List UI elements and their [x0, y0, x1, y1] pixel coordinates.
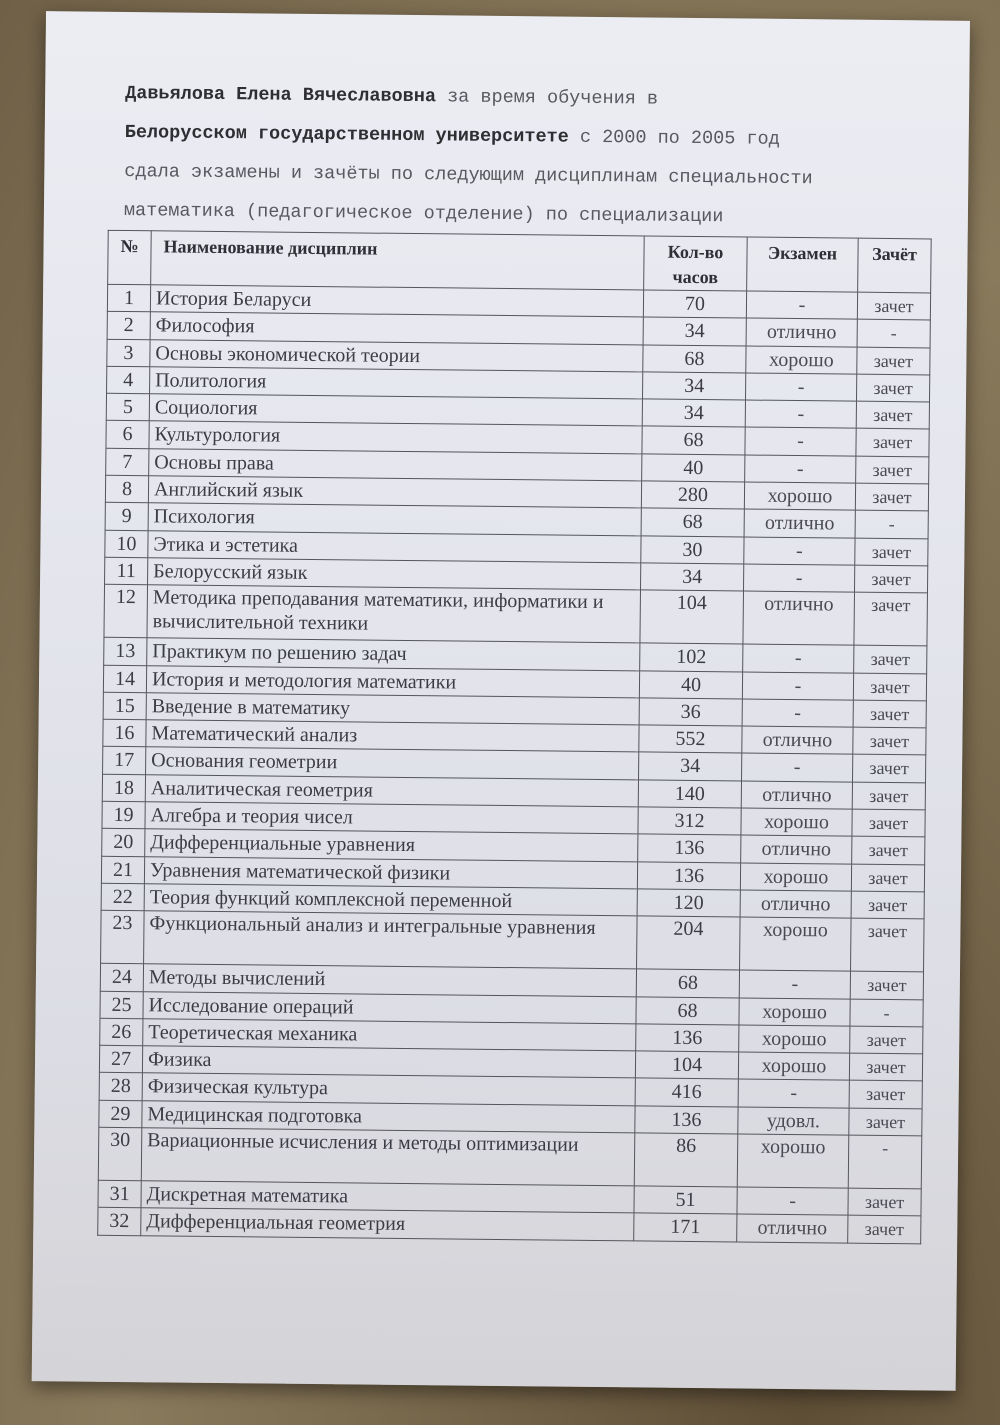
discipline-name: История и методология математики — [146, 665, 639, 697]
row-number: 1 — [107, 284, 150, 312]
hours-count: 104 — [635, 1051, 738, 1079]
exam-grade: - — [745, 427, 856, 455]
hours-count: 312 — [638, 807, 741, 835]
test-result: зачет — [855, 483, 928, 511]
exam-grade: - — [743, 644, 854, 672]
exam-grade: отлично — [741, 781, 852, 809]
discipline-name: Дискретная математика — [141, 1181, 634, 1213]
row-number: 16 — [103, 719, 146, 747]
col-header-name: Наименование дисциплин — [151, 231, 645, 290]
exam-grade: отлично — [744, 509, 855, 537]
discipline-name: Аналитическая геометрия — [145, 774, 638, 806]
hours-count: 40 — [642, 454, 745, 482]
test-result: зачет — [856, 429, 929, 457]
exam-grade: - — [739, 970, 850, 998]
hours-count: 136 — [635, 1106, 738, 1134]
test-result: зачет — [856, 456, 929, 484]
test-result: зачет — [849, 1053, 922, 1081]
exam-grade: хорошо — [739, 1025, 850, 1053]
hours-count: 68 — [641, 508, 744, 536]
exam-grade: отлично — [742, 726, 853, 754]
hours-count: 51 — [634, 1186, 737, 1214]
exam-grade: удовл. — [738, 1107, 849, 1135]
header-text-2: с 2000 по 2005 год — [579, 126, 780, 150]
test-result: зачет — [852, 755, 925, 783]
discipline-name: Практикум по решению задач — [147, 638, 640, 670]
hours-count: 416 — [635, 1078, 738, 1106]
hours-count: 34 — [642, 399, 745, 427]
test-result: - — [848, 1135, 922, 1189]
row-number: 26 — [100, 1018, 143, 1046]
exam-grade: отлично — [740, 890, 851, 918]
header-line-3: сдала экзамены и зачёты по следующим дисциплинам специальности — [124, 160, 813, 190]
test-result: зачет — [852, 782, 925, 810]
exam-grade: - — [737, 1187, 848, 1215]
test-result: зачет — [850, 971, 923, 999]
discipline-name: Алгебра и теория чисел — [145, 802, 638, 834]
document-sheet — [32, 11, 970, 1391]
discipline-name: Физика — [142, 1046, 635, 1078]
discipline-name: Дифференциальные уравнения — [145, 829, 638, 861]
row-number: 12 — [104, 585, 148, 638]
test-result: зачет — [852, 836, 925, 864]
row-number: 21 — [101, 856, 144, 884]
test-result: зачет — [849, 1108, 922, 1136]
header-text-1: за время обучения в — [447, 86, 659, 110]
col-header-test: Зачёт — [858, 238, 932, 293]
hours-count: 68 — [642, 426, 745, 454]
exam-grade: отлично — [737, 1214, 848, 1242]
row-number: 28 — [99, 1073, 142, 1101]
exam-grade: отлично — [746, 318, 857, 346]
row-number: 22 — [101, 883, 144, 911]
table-row — [104, 585, 928, 647]
test-result: зачет — [856, 401, 929, 429]
row-number: 8 — [105, 475, 148, 503]
discipline-name: Основы экономической теории — [150, 339, 643, 371]
exam-grade: - — [745, 400, 856, 428]
discipline-name: Методика преподавания математики, информатики и вычислительной техники — [147, 585, 641, 643]
university-name: Белорусском государственном университете — [124, 121, 569, 148]
test-result: зачет — [851, 891, 924, 919]
test-result: - — [850, 999, 923, 1027]
test-result: зачет — [857, 292, 930, 320]
grades-body — [98, 284, 931, 1243]
document-header — [124, 74, 966, 239]
exam-grade: хорошо — [739, 998, 850, 1026]
row-number: 19 — [102, 801, 145, 829]
discipline-name: Теоретическая механика — [143, 1019, 636, 1051]
discipline-name: Дифференциальная геометрия — [141, 1208, 634, 1240]
row-number: 3 — [107, 339, 150, 367]
test-result: зачет — [852, 809, 925, 837]
test-result: - — [857, 319, 930, 347]
row-number: 32 — [98, 1208, 141, 1236]
discipline-name: Математический анализ — [146, 720, 639, 752]
row-number: 2 — [107, 312, 150, 340]
discipline-name: Социология — [149, 394, 642, 426]
discipline-name: Вариационные исчисления и методы оптимизации — [141, 1128, 635, 1186]
discipline-name: Исследование операций — [143, 991, 636, 1023]
discipline-name: Медицинская подготовка — [142, 1100, 635, 1132]
exam-grade: - — [745, 373, 856, 401]
hours-count: 68 — [636, 996, 739, 1024]
hours-count: 34 — [640, 563, 743, 591]
exam-grade: хорошо — [746, 346, 857, 374]
test-result: зачет — [853, 673, 926, 701]
exam-grade: - — [742, 699, 853, 727]
hours-count: 136 — [636, 1024, 739, 1052]
test-result: зачет — [849, 1081, 922, 1109]
exam-grade: хорошо — [737, 1134, 849, 1188]
table-row — [98, 1127, 922, 1189]
discipline-name: Психология — [148, 503, 641, 535]
col-header-hours — [644, 236, 748, 291]
test-result: зачет — [850, 1026, 923, 1054]
hours-count: 36 — [639, 698, 742, 726]
hours-count: 204 — [637, 916, 741, 970]
row-number: 18 — [102, 774, 145, 802]
discipline-name: Методы вычислений — [143, 964, 636, 996]
col-header-exam: Экзамен — [747, 237, 859, 292]
exam-grade: - — [745, 455, 856, 483]
hours-count: 68 — [643, 345, 746, 373]
exam-grade: отлично — [741, 835, 852, 863]
row-number: 15 — [103, 692, 146, 720]
test-result: зачет — [854, 592, 928, 646]
row-number: 6 — [106, 421, 149, 449]
hours-count: 40 — [639, 670, 742, 698]
discipline-name: Физическая культура — [142, 1073, 635, 1105]
exam-grade: хорошо — [744, 482, 855, 510]
row-number: 23 — [101, 911, 145, 964]
discipline-name: Функциональный анализ и интегральные уравнения — [144, 911, 638, 969]
test-result: зачет — [853, 700, 926, 728]
col-header-num: № — [108, 230, 152, 284]
hours-count: 34 — [643, 317, 746, 345]
hours-count: 102 — [640, 643, 743, 671]
discipline-name: Уравнения математической физики — [144, 856, 637, 888]
discipline-name: Основы права — [149, 449, 642, 481]
row-number: 29 — [99, 1100, 142, 1128]
hours-count: 552 — [639, 725, 742, 753]
hours-count: 34 — [639, 752, 742, 780]
row-number: 27 — [99, 1045, 142, 1073]
discipline-name: Английский язык — [148, 476, 641, 508]
row-number: 17 — [103, 747, 146, 775]
test-result: зачет — [851, 918, 925, 972]
test-result: зачет — [854, 565, 927, 593]
hours-count: 136 — [637, 862, 740, 890]
grades-table — [97, 230, 931, 1244]
discipline-name: Основания геометрии — [146, 747, 639, 779]
test-result: зачет — [855, 538, 928, 566]
test-result: зачет — [853, 727, 926, 755]
exam-grade: хорошо — [740, 917, 852, 971]
hours-count: 120 — [637, 889, 740, 917]
exam-grade: - — [743, 564, 854, 592]
exam-grade: хорошо — [738, 1052, 849, 1080]
hours-count: 68 — [636, 969, 739, 997]
exam-grade: - — [742, 672, 853, 700]
hours-count: 86 — [634, 1133, 738, 1187]
discipline-name: Культурология — [149, 421, 642, 453]
hours-count: 280 — [641, 481, 744, 509]
row-number: 9 — [105, 503, 148, 531]
hours-count: 70 — [643, 290, 746, 318]
row-number: 7 — [106, 448, 149, 476]
exam-grade: - — [746, 291, 857, 319]
header-line-4: математика (педагогическое отделение) по специализации — [123, 199, 724, 228]
test-result: зачет — [848, 1215, 921, 1243]
test-result: - — [855, 511, 928, 539]
discipline-name: Философия — [150, 312, 643, 344]
hours-count: 104 — [640, 590, 744, 644]
row-number: 14 — [103, 665, 146, 693]
row-number: 10 — [105, 530, 148, 558]
row-number: 13 — [104, 638, 147, 666]
discipline-name: История Беларуси — [150, 285, 643, 317]
exam-grade: - — [738, 1079, 849, 1107]
table-header-row — [108, 230, 932, 293]
col-header-hours-line2: часов — [672, 266, 719, 288]
test-result: зачет — [854, 645, 927, 673]
row-number: 20 — [102, 829, 145, 857]
discipline-name: Белорусский язык — [148, 558, 641, 590]
test-result: зачет — [848, 1188, 921, 1216]
exam-grade: - — [742, 753, 853, 781]
row-number: 30 — [98, 1127, 142, 1180]
discipline-name: Этика и эстетика — [148, 530, 641, 562]
row-number: 24 — [100, 964, 143, 992]
table-row — [101, 911, 925, 973]
discipline-name: Политология — [150, 367, 643, 399]
hours-count: 136 — [638, 834, 741, 862]
test-result: зачет — [851, 864, 924, 892]
hours-count: 140 — [638, 780, 741, 808]
discipline-name: Введение в математику — [146, 693, 639, 725]
exam-grade: - — [744, 537, 855, 565]
test-result: зачет — [857, 347, 930, 375]
row-number: 25 — [100, 991, 143, 1019]
row-number: 31 — [98, 1180, 141, 1208]
discipline-name: Теория функций комплексной переменной — [144, 884, 637, 916]
student-name: Давьялова Елена Вячеславовна — [125, 82, 437, 108]
row-number: 4 — [107, 366, 150, 394]
hours-count: 34 — [642, 372, 745, 400]
exam-grade: хорошо — [740, 863, 851, 891]
row-number: 11 — [105, 557, 148, 585]
hours-count: 171 — [634, 1213, 737, 1241]
exam-grade: хорошо — [741, 808, 852, 836]
test-result: зачет — [856, 374, 929, 402]
row-number: 5 — [106, 394, 149, 422]
exam-grade: отлично — [743, 591, 855, 645]
col-header-hours-line1: Кол-во — [667, 241, 724, 263]
hours-count: 30 — [641, 536, 744, 564]
